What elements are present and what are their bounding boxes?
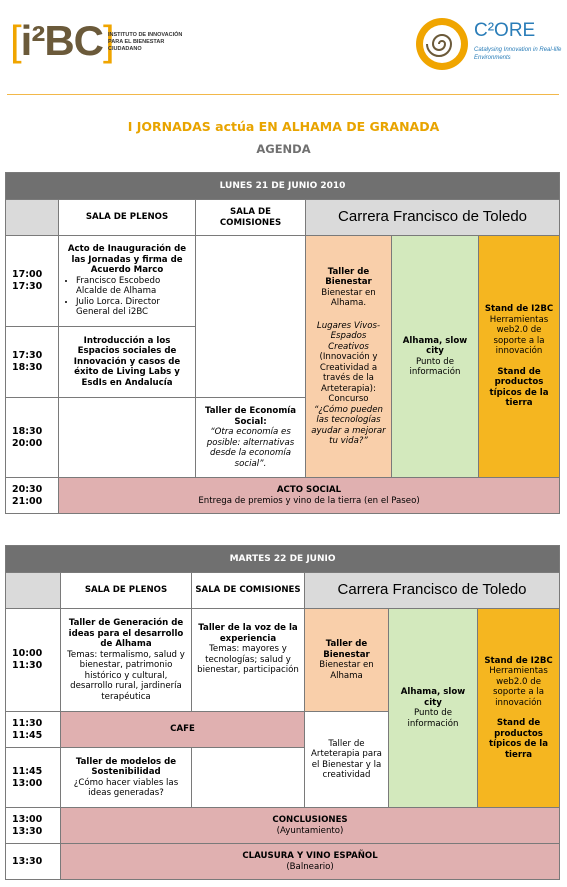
economia-text: “Otra economía es posible: alternativas desde la economía social”. [206,427,295,469]
stand-cell [478,609,560,808]
modelos-title: Taller de modelos de Sostenibilidad [75,756,177,777]
voz-text: Temas: mayores y tecnologías; salud y bienestar, participación [197,644,299,675]
clausura-title: CLAUSURA Y VINO ESPAÑOL [242,851,378,861]
slow-city-title: Alhama, slow city [400,687,466,708]
time-slot: 18:30 20:00 [6,398,59,478]
acto-social-title: ACTO SOCIAL [276,485,342,495]
day2-date-header: MARTES 22 DE JUNIO [6,546,560,573]
generacion-cell [61,609,192,712]
time-slot: 17:30 18:30 [6,327,59,398]
c2core-logo [414,8,564,78]
stand-products: Stand de productos típicos de la tierra [489,366,549,409]
inauguration-cell [59,236,196,327]
page-title: I JORNADAS actúa EN ALHAMA DE GRANADA [127,119,440,134]
generacion-title: Taller de Generación de ideas para el desarrollo de Alhama [68,618,184,649]
time-slot: 10:00 11:30 [6,609,61,712]
day1-date-header: LUNES 21 DE JUNIO 2010 [6,173,560,200]
empty-cell [196,236,306,398]
page-header [0,0,567,96]
conclusiones-cell [61,808,560,844]
slow-city-text: Punto de información [409,356,461,377]
i2bc-logo [10,14,183,68]
economia-title: Taller de Economía Social: [204,406,297,427]
stand-cell [479,236,560,478]
stand-products: Stand de productos típicos de la tierra [489,718,549,760]
lugares-vivos-text: (Innovación y Creatividad a través de la Arteterapia): Concurso [319,352,378,404]
time-slot: 11:45 13:00 [6,748,61,808]
c2core-name: C²ORE [474,20,536,41]
col-carrera: Carrera Francisco de Toledo [306,200,560,236]
clausura-cell [61,844,560,880]
slow-city-text: Punto de información [407,708,459,729]
stand-title: Stand de I2BC [484,655,553,666]
voz-cell [192,609,305,712]
inauguration-title: Acto de Inauguración de las Jornadas y firma de Acuerdo Marco [67,244,187,276]
time-slot: 13:00 13:30 [6,808,61,844]
bienestar-cell [306,236,392,478]
conclusiones-text: (Ayuntamiento) [276,825,344,836]
conclusiones-title: CONCLUSIONES [272,815,348,825]
header-divider [7,94,559,95]
col-carrera: Carrera Francisco de Toledo [305,573,560,609]
list-item: • Julio Lorca. Director General del i2BC [76,297,192,318]
stand-text: Herramientas web2.0 de soporte a la innovación [489,666,548,708]
empty-cell [192,748,305,808]
bienestar-text: Bienestar en Alhama. [321,287,376,308]
i2bc-logo-mark: [i²BC] [10,17,114,64]
spiral-icon [414,14,474,74]
page-subtitle: AGENDA [256,142,311,156]
agenda-table-day1 [5,172,560,514]
agenda-table-day2 [5,545,560,880]
contest-question: “¿Cómo pueden las tecnologías ayudar a mejorar tu vida?” [311,404,386,446]
slow-city-cell [392,236,479,478]
time-slot: 20:30 21:00 [6,478,59,514]
speaker-list [62,276,192,318]
stand-text: Herramientas web2.0 de soporte a la innovación [489,314,549,357]
slow-city-cell [389,609,478,808]
acto-social-cell [59,478,560,514]
col-sala-plenos: SALA DE PLENOS [61,573,192,609]
time-slot: 17:00 17:30 [6,236,59,327]
bienestar-text: Bienestar en Alhama [319,660,374,681]
col-sala-comisiones: SALA DE COMISIONES [192,573,305,609]
col-sala-comisiones: SALA DE COMISIONES [196,200,306,236]
acto-social-text: Entrega de premios y vino de la tierra (en el Paseo) [198,495,420,506]
modelos-text: ¿Cómo hacer viables las ideas generadas? [73,777,179,798]
cafe-cell: CAFE [61,712,305,748]
lugares-vivos-title: Lugares Vivos-Espados Creativos [316,320,381,352]
col-sala-plenos: SALA DE PLENOS [59,200,196,236]
bienestar-title: Taller de Bienestar [323,639,370,660]
generacion-text: Temas: termalismo, salud y bienestar, patrimonio histórico y cultural, desarrollo rural, jardinería terapéutica [67,649,185,702]
time-column-header [6,200,59,236]
intro-cell: Introducción a los Espacios sociales de Innovación y casos de éxito de Living Labs y EsdIs en Andalucía [59,327,196,398]
time-slot: 13:30 [6,844,61,880]
empty-cell [59,398,196,478]
time-column-header [6,573,61,609]
time-slot: 11:30 11:45 [6,712,61,748]
arteterapia-cell: Taller de Arteterapia para el Bienestar y la creatividad [305,712,389,808]
bienestar-cell [305,609,389,712]
i2bc-logo-text: INSTITUTO DE INNOVACIÓN PARA EL BIENESTAR CIUDADANO [108,32,183,52]
c2core-tagline: Catalysing Innovation in Real-life Environments [474,47,562,61]
voz-title: Taller de la voz de la experiencia [198,623,298,644]
modelos-cell [61,748,192,808]
stand-title: Stand de I2BC [484,304,554,315]
clausura-text: (Balneario) [286,861,334,872]
list-item: • Francisco Escobedo Alcalde de Alhama [76,276,192,297]
economia-cell [196,398,306,478]
bienestar-title: Taller de Bienestar [325,266,372,287]
slow-city-title: Alhama, slow city [402,335,468,356]
